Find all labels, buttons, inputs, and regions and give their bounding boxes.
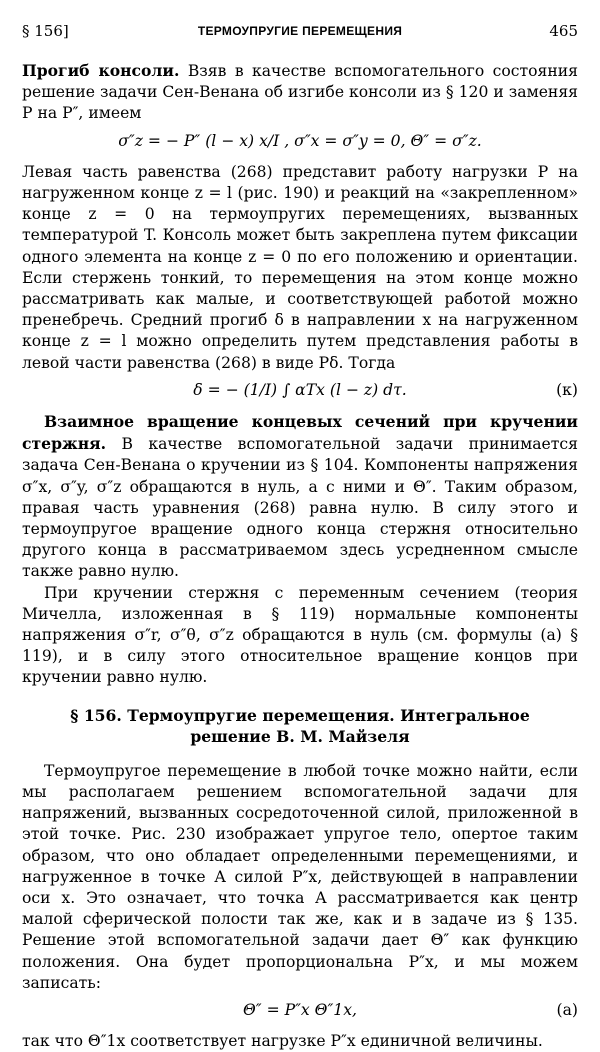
formula-expression: δ = − (1/I) ∫ αTx (l − z) dτ. <box>193 380 407 399</box>
paragraph-deflection: Левая часть равенства (268) представит работу нагрузки P на нагруженном конце z = l (рис. 190) и реакций на «закрепленном» конце z = 0 на термоупругих перемещениях, вызванных температурой T. Консоль может быть закреплена путем фиксации одного элемента на конце z = 0 по его положению и ориентации. Если стержень тонкий, то перемещения на этом конце можно рассматривать как малые, и соответствующей работой можно пренебречь. Средний прогиб δ в направлении x на нагруженном конце z = l можно определить путем представления работы в левой части равенства (268) в виде Pδ. Тогда <box>22 162 578 372</box>
formula-expression: Θ″ = P″x Θ″1x, <box>243 1000 357 1019</box>
paragraph-text: Взяв в качестве вспомогательного состояния решение задачи Сен-Венана об изгибе консоли из § 120 и заменяя P на P″, имеем <box>22 62 578 123</box>
paragraph-torsion <box>22 411 578 583</box>
equation-tag: (к) <box>556 380 578 399</box>
formula-theta <box>22 1000 578 1021</box>
paragraph-unit-load: так что Θ″1x соответствует нагрузке P″x единичной величины. <box>22 1032 543 1051</box>
section-heading-line1: § 156. Термоупругие перемещения. Интегральное <box>70 705 530 725</box>
page-number: 465 <box>549 22 578 40</box>
formula-deflection <box>22 380 578 401</box>
paragraph-text: В качестве вспомогательной задачи принимается задача Сен-Венана о кручении из § 104. Компоненты напряжения σ″x, σ″y, σ″z обращаются в нуль, а с ними и Θ″. Таким образом, правая часть уравнения (268) равна нулю. В силу этого и термоупругое вращение одного конца стержня относительно другого конца в рассматриваемом здесь усредненном смысле также равно нулю. <box>22 435 578 581</box>
section-heading <box>62 705 538 747</box>
header-title: ТЕРМОУПРУГИЕ ПЕРЕМЕЩЕНИЯ <box>197 24 403 38</box>
runhead-cantilever: Прогиб консоли. <box>22 61 180 80</box>
paragraph-cantilever <box>22 60 578 125</box>
paragraph-michell: При кручении стержня с переменным сечением (теория Мичелла, изложенная в § 119) нормальные компоненты напряжения σ″r, σ″θ, σ″z обращаются в нуль (см. формулы (а) § 119), и в силу этого относительное вращение концов при кручении равно нулю. <box>22 583 578 687</box>
header-section-ref: § 156] <box>22 22 69 40</box>
formula-stress: σ″z = − P″ (l − x) x/I , σ″x = σ″y = 0, Θ″ = σ″z. <box>118 131 482 150</box>
section-heading-line2: решение В. М. Майзеля <box>190 726 410 746</box>
equation-tag: (a) <box>556 1000 578 1019</box>
paragraph-maysel: Термоупругое перемещение в любой точке можно найти, если мы располагаем решением вспомогательной задачи для напряжений, вызванных сосредоточенной силой, приложенной в этой точке. Рис. 230 изображает упругое тело, опертое таким образом, что оно обладает определенными перемещениями, и нагруженное в точке A силой P″x, действующей в направлении оси x. Это означает, что точка A рассматривается как центр малой сферической полости так же, как и в задаче из § 135. Решение этой вспомогательной задачи дает Θ″ как функцию положения. Она будет пропорциональна P″x, и мы можем записать: <box>22 761 578 992</box>
page-body <box>22 60 578 1052</box>
runhead-torsion: Взаимное вращение концевых сечений при кручении стержня. <box>22 412 578 454</box>
running-header <box>22 22 578 44</box>
